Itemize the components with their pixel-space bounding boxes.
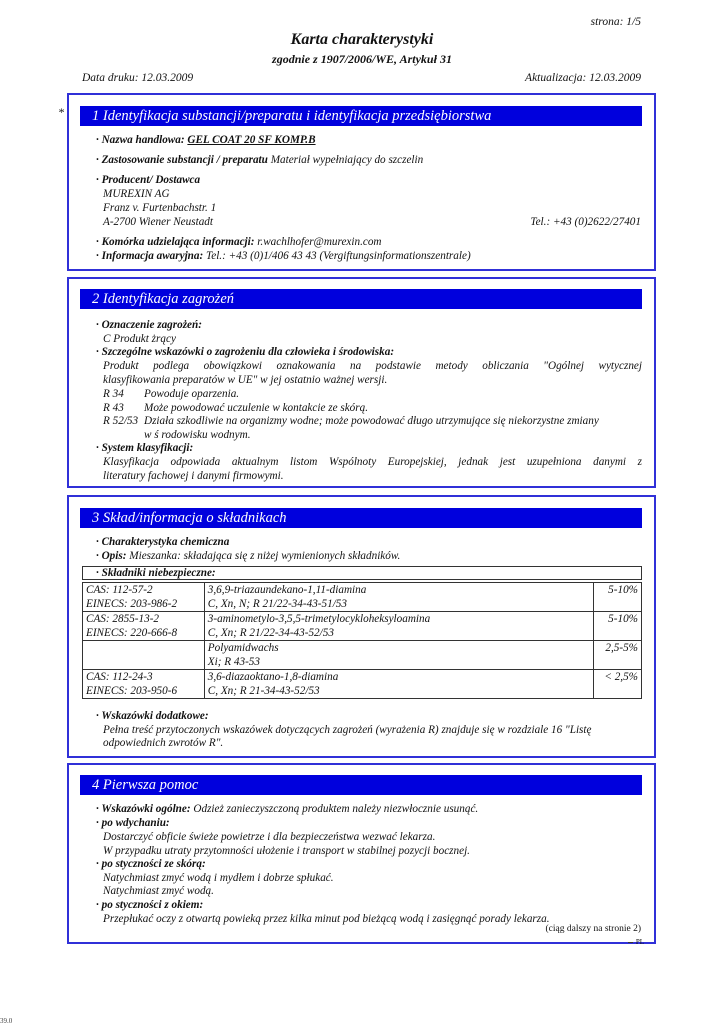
r5253-text-2: w ś rodowisku wodnym. [144, 429, 251, 441]
supplier-label: · Producent/ Dostawca [96, 174, 201, 186]
document-title: Karta charakterystyki [290, 31, 434, 48]
table-row [83, 583, 642, 612]
use-value: Materiał wypełniający do szczelin [270, 154, 424, 166]
emergency-value: Tel.: +43 (0)1/406 43 43 (Vergiftungsinformationszentrale) [206, 250, 471, 262]
supplier-street: Franz v. Furtenbachstr. 1 [103, 202, 217, 214]
table-cell-id: CAS: 112-24-3 EINECS: 203-950-6 [83, 670, 205, 699]
table-cell-name: Polyamidwachs Xi; R 43-53 [204, 641, 593, 670]
skin-line-1: Natychmiast zmyć wodą i mydłem i dobrze spłukać. [103, 872, 334, 884]
dangerous-label: · Składniki niebezpieczne: [96, 567, 216, 579]
info-value: r.wachlhofer@murexin.com [257, 236, 382, 248]
section-4-heading: 4 Pierwsza pomoc [80, 775, 642, 795]
info-label: · Komórka udzielająca informacji: [96, 236, 255, 248]
trade-name-label: · Nazwa handlowa: [96, 134, 185, 146]
r34-code: R 34 [103, 388, 124, 400]
update-date: Aktualizacja: 12.03.2009 [525, 72, 641, 84]
general-value: Odzież zanieczyszczoną produktem należy niezwłocznie usunąć. [193, 803, 479, 815]
trade-name: GEL COAT 20 SF KOMP.B [187, 134, 316, 146]
inhalation-line-1: Dostarczyć obficie świeże powietrze i dla bezpieczeństwa wezwać lekarza. [103, 831, 436, 843]
table-cell-name: 3,6-diazaoktano-1,8-diamina C, Xn; R 21-34-43-52/53 [204, 670, 593, 699]
general-label: · Wskazówki ogólne: [96, 803, 191, 815]
inhalation-label: · po wdychaniu: [96, 817, 170, 829]
system-line-1: Klasyfikacja odpowiada aktualnym listom Wspólnoty Europejskiej, jednak jest uzupełniona danymi z [103, 456, 642, 468]
table-cell-id: CAS: 2855-13-2 EINECS: 220-666-8 [83, 612, 205, 641]
table-cell-id [83, 641, 205, 670]
description-label: · Opis: [96, 550, 127, 562]
r5253-text-1: Działa szkodliwie na organizmy wodne; może powodować długo utrzymujące się niekorzystne zmiany [144, 415, 599, 427]
description-row [96, 549, 400, 563]
use-row [96, 153, 423, 167]
table-row [83, 641, 642, 670]
components-table [82, 582, 642, 699]
r5253-code: R 52/53 [103, 415, 139, 427]
skin-line-2: Natychmiast zmyć wodą. [103, 885, 214, 897]
supplier-city: A-2700 Wiener Neustadt [103, 216, 213, 228]
eye-line-1: Przepłukać oczy z otwartą powieką przez kilka minut pod bieżącą wodą i zasięgnąć porady lekarza. [103, 913, 550, 925]
eye-label: · po styczności z okiem: [96, 899, 204, 911]
table-cell-name: 3,6,9-triazaundekano-1,11-diamina C, Xn, N; R 21/22-34-43-51/53 [204, 583, 593, 612]
inhalation-line-2: W przypadku utraty przytomności ułożenie i transport w stabilnej pozycji bocznej. [103, 845, 470, 857]
supplier-tel: Tel.: +43 (0)2622/27401 [530, 216, 641, 228]
table-cell-conc: 5-10% [594, 583, 642, 612]
table-row [83, 670, 642, 699]
r34-text: Powoduje oparzenia. [144, 388, 240, 400]
additional-label: · Wskazówki dodatkowe: [96, 710, 209, 722]
r43-text: Może powodować uczulenie w kontakcie ze skórą. [144, 402, 369, 414]
use-label: · Zastosowanie substancji / preparatu [96, 154, 268, 166]
hazard-value: C Produkt żrący [103, 333, 176, 345]
special-line-2: klasyfikowania preparatów w UE" w jej ostatnio ważnej wersji. [103, 374, 388, 386]
skin-label: · po styczności ze skórą: [96, 858, 206, 870]
section-1-heading: 1 Identyfikacja substancji/preparatu i identyfikacja przedsiębiorstwa [80, 106, 642, 126]
emergency-row [96, 249, 471, 263]
section-3-heading: 3 Skład/informacja o składnikach [80, 508, 642, 528]
trade-name-row [96, 133, 316, 147]
table-row [83, 612, 642, 641]
continued-note: (ciąg dalszy na stronie 2) [545, 924, 641, 934]
table-cell-conc: 2,5-5% [594, 641, 642, 670]
info-row [96, 235, 382, 249]
document-subtitle: zgodnie z 1907/2006/WE, Artykuł 31 [272, 52, 452, 66]
table-cell-conc: < 2,5% [594, 670, 642, 699]
description-value: Mieszanka: składająca się z niżej wymienionych składników. [129, 550, 401, 562]
chem-label: · Charakterystyka chemiczna [96, 536, 230, 548]
table-cell-conc: 5-10% [594, 612, 642, 641]
hazard-label: · Oznaczenie zagrożeń: [96, 319, 202, 331]
general-row [96, 802, 478, 816]
additional-line-1: Pełna treść przytoczonych wskazówek dotyczących zagrożeń (wyrażenia R) znajduje się w rozdziale 16 "Listę [103, 724, 592, 736]
language-code: PL [635, 938, 644, 946]
system-line-2: literatury fachowej i danymi firmowymi. [103, 470, 284, 482]
r43-code: R 43 [103, 402, 124, 414]
special-label: · Szczególne wskazówki o zagrożeniu dla człowieka i środowiska: [96, 346, 395, 358]
section-2-heading: 2 Identyfikacja zagrożeń [80, 289, 642, 309]
table-cell-name: 3-aminometylo-3,5,5-trimetylocykloheksyloamina C, Xn; R 21/22-34-43-52/53 [204, 612, 593, 641]
footer-divider [628, 942, 633, 943]
supplier-name: MUREXIN AG [103, 188, 170, 200]
additional-line-2: odpowiednich zwrotów R". [103, 737, 224, 749]
system-label: · System klasyfikacji: [96, 442, 194, 454]
print-date: Data druku: 12.03.2009 [82, 72, 194, 84]
table-cell-id: CAS: 112-57-2 EINECS: 203-986-2 [83, 583, 205, 612]
revision-marker: * [58, 105, 64, 119]
emergency-label: · Informacja awaryjna: [96, 250, 204, 262]
special-line-1: Produkt podlega obowiązkowi oznakowania na podstawie metody obliczania "Ogólnej wytycznej [103, 360, 642, 372]
document-code: 39.0 [0, 1017, 13, 1025]
page-number: strona: 1/5 [590, 16, 641, 28]
